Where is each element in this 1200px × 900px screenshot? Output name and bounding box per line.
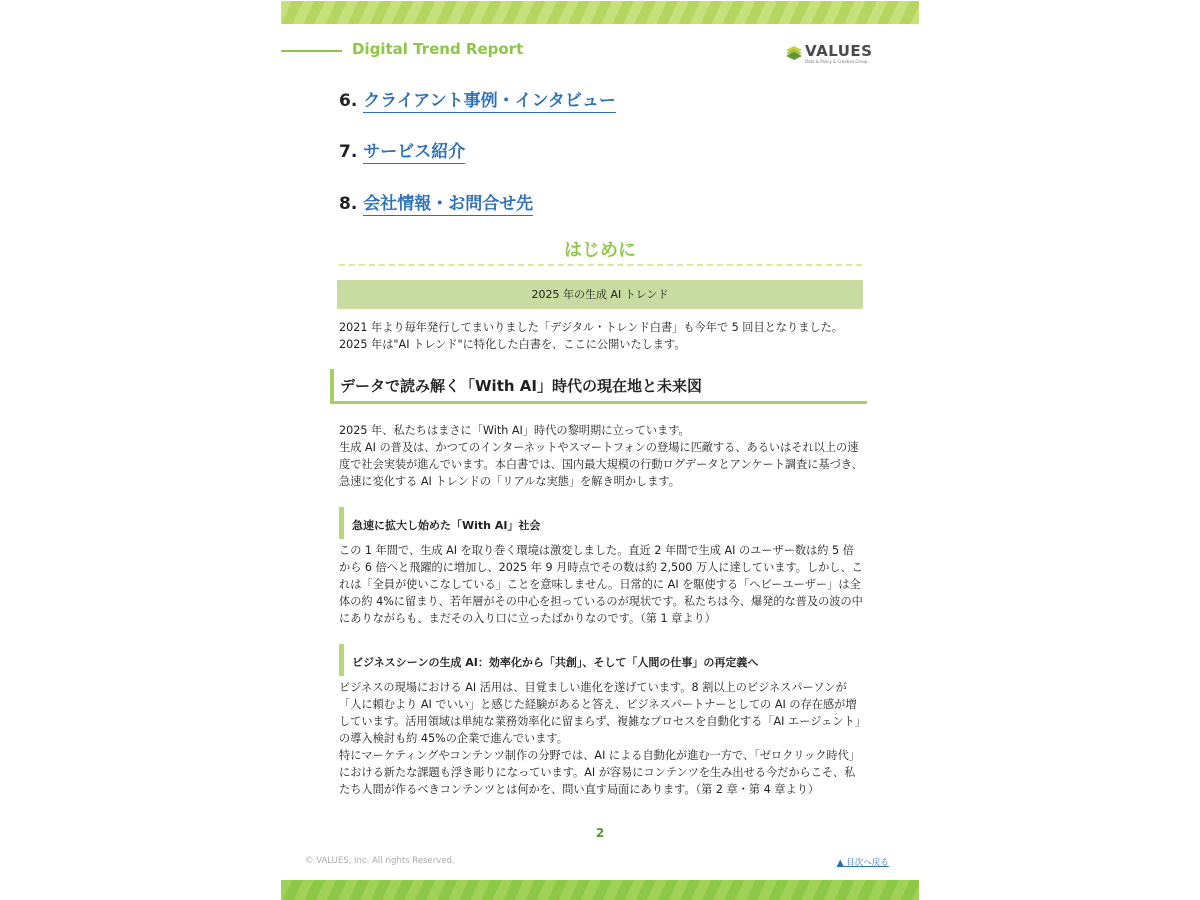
toc-number: 7. [339,142,358,162]
trend-banner: 2025 年の生成 AI トレンド [337,280,863,309]
bottom-decorative-band [281,880,919,900]
dashed-divider [339,264,862,266]
sub2-paragraph-1: ビジネスの現場における AI 活用は、目覚ましい進化を遂げています。8 割以上のビジネスパーソンが「人に頼むより AI でいい」と感じた経験があると答え、ビジネスパートナーとしての AI の存在感が増しています。活用領域は単純な業務効率化に留まらず、複雑なプロセスを自動化する「AI エージェント」の導入検討も約 45%の企業で進んでいます。 [339,681,861,745]
subheading-2 [339,644,759,676]
intro-title: はじめに [564,240,636,261]
subheading-2-text: ビジネスシーンの生成 AI：効率化から「共創」、そして「人間の仕事」の再定義へ [352,656,759,669]
logo-stack-icon [785,44,803,62]
toc-item-7 [339,137,465,162]
page-number: 2 [595,826,605,840]
lead-paragraph-2: 生成 AI の普及は、かつてのインターネットやスマートフォンの登場に匹敵する、あるいはそれ以上の速度で社会実装が進んでいます。本白書では、国内最大規模の行動ログデータとアンケート調査に基づき、急速に変化する AI トレンドの「リアルな実態」を解き明かします。 [339,441,863,488]
toc-item-6 [339,86,616,111]
section-heading [330,369,867,404]
subheading-1 [339,507,541,539]
toc-number: 8. [339,194,358,214]
toc-link-client-cases[interactable]: クライアント事例・インタビュー [363,91,616,111]
values-logo [785,42,875,66]
lead-paragraph-1: 2025 年、私たちはまさに「With AI」時代の黎明期に立っています。 [339,424,690,437]
toc-number: 6. [339,91,358,111]
sub1-paragraph: この 1 年間で、生成 AI を取り巻く環境は激変しました。直近 2 年間で生成 AI のユーザー数は約 5 倍から 6 倍へと飛躍的に増加し、2025 年 9 月時点でその数は約 2,500 万人に達しています。しかし、これは「全員が使いこなしている」ことを意味しません。日常的に AI を駆使する「ヘビーユーザー」は全体の約 4%に留まり、若年層がその中心を担っているのが現状です。私たちは今、爆発的な普及の波の中にありながらも、まだその入り口に立ったばかりなのです。（第 1 章より） [339,544,863,625]
toc-item-8 [339,189,533,214]
logo-text: VALUES [805,42,873,60]
section-heading-text: データで読み解く「With AI」時代の現在地と未来図 [340,377,702,395]
toc-link-services[interactable]: サービス紹介 [363,142,466,162]
sub2-paragraph-2: 特にマーケティングやコンテンツ制作の分野では、AI による自動化が進む一方で、「ゼロクリック時代」における新たな課題も浮き彫りになっています。AI が容易にコンテンツを生み出せる今だからこそ、私たち人間が作るべきコンテンツとは何かを、問い直す局面にあります。（第 2 章・第 4 章より） [339,749,860,796]
logo-subtext: Data & Policy & Creative Group [805,59,868,64]
document-page [281,0,919,900]
copyright-text: © VALUES, Inc. All rights Reserved. [305,856,455,866]
back-to-toc-link[interactable]: ▲ 目次へ戻る [837,858,889,868]
toc-link-company-contact[interactable]: 会社情報・お問合せ先 [363,194,534,214]
top-decorative-band [281,1,919,24]
subheading-1-text: 急速に拡大し始めた「With AI」社会 [352,519,541,532]
intro-paragraph: 2021 年より毎年発行してまいりました「デジタル・トレンド白書」も今年で 5 回目となりました。2025 年は"AI トレンド"に特化した白書を、ここに公開いたします。 [339,321,843,351]
header-rule [281,50,342,52]
report-title: Digital Trend Report [352,40,524,58]
